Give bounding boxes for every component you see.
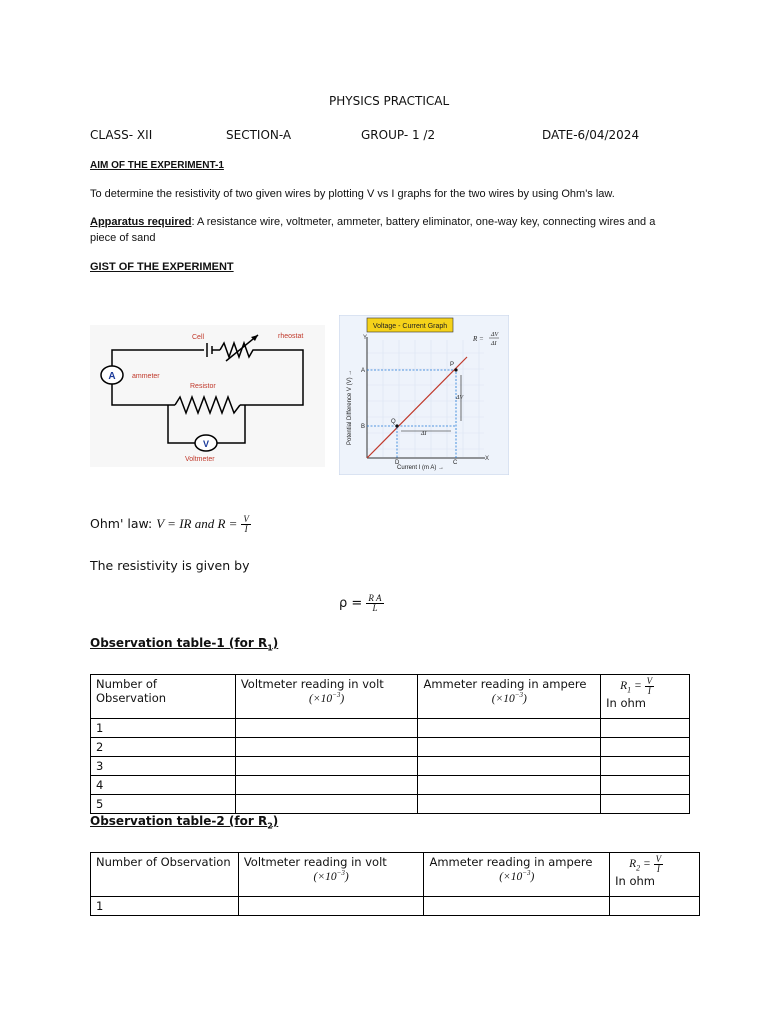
table2-r-den: I bbox=[656, 864, 660, 874]
table-row bbox=[91, 897, 700, 916]
voltmeter-label: Voltmeter bbox=[185, 456, 215, 463]
table1-header-row bbox=[91, 675, 690, 719]
table2-caption-sub: 2 bbox=[267, 821, 273, 831]
table2-row-number: 1 bbox=[91, 897, 239, 916]
table2-voltmeter-unit-base: (×10 bbox=[313, 870, 337, 883]
table1-cell-voltmeter[interactable] bbox=[235, 757, 418, 776]
point-b-label: B bbox=[361, 424, 366, 430]
table1-header-ammeter bbox=[418, 675, 601, 719]
point-p-marker bbox=[454, 368, 457, 371]
table1-caption bbox=[90, 636, 278, 652]
table2-voltmeter-label: Voltmeter reading in volt bbox=[243, 855, 387, 869]
voltage-current-graph bbox=[339, 315, 509, 475]
table1-ammeter-unit bbox=[423, 691, 595, 705]
table2-voltmeter-unit-close: ) bbox=[344, 870, 349, 883]
table1-cell-ammeter[interactable] bbox=[418, 719, 601, 738]
table2-ammeter-unit-exp: −3 bbox=[522, 869, 531, 877]
table2-ammeter-unit-close: ) bbox=[530, 870, 535, 883]
graph-formula-num: ΔV bbox=[491, 332, 499, 338]
table1-cell-resistance[interactable] bbox=[601, 719, 690, 738]
ohms-law-equation: V = IR and R = bbox=[156, 516, 238, 531]
resistivity-formula bbox=[339, 594, 384, 613]
ohms-law-label: Ohm' law: bbox=[90, 516, 153, 531]
cell-label: Cell bbox=[192, 334, 205, 341]
resistor-label: Resistor bbox=[190, 383, 216, 390]
apparatus-text-1: : A resistance wire, voltmeter, ammeter, battery eliminator, one-way key, connecting wires and a bbox=[191, 216, 656, 228]
table2-ammeter-unit-base: (×10 bbox=[499, 870, 523, 883]
observation-table-2 bbox=[90, 852, 700, 916]
delta-v-label: ΔV bbox=[456, 395, 464, 401]
table1-row-number: 4 bbox=[91, 776, 236, 795]
graph-x-label: Current I (m A) → bbox=[397, 465, 445, 471]
table2-voltmeter-unit bbox=[244, 869, 419, 883]
section-label: SECTION-A bbox=[226, 128, 292, 142]
table2-header-row bbox=[91, 853, 700, 897]
circuit-diagram bbox=[90, 325, 325, 467]
table1-ammeter-unit-base: (×10 bbox=[491, 692, 515, 705]
table2-r-fraction bbox=[654, 855, 664, 874]
observation-table-1 bbox=[90, 674, 690, 814]
table2-header-ammeter bbox=[424, 853, 610, 897]
table1-ammeter-unit-close: ) bbox=[523, 692, 527, 705]
table1-r-formula bbox=[606, 677, 684, 696]
table1-caption-sub: 1 bbox=[267, 643, 273, 653]
resistivity-num: R A bbox=[368, 593, 382, 603]
table1-voltmeter-label: Voltmeter reading in volt bbox=[240, 677, 384, 691]
table2-cell-resistance[interactable] bbox=[610, 897, 700, 916]
page-title: PHYSICS PRACTICAL bbox=[329, 94, 450, 108]
table1-ammeter-unit-exp: −3 bbox=[514, 691, 524, 699]
graph-x-letter: X bbox=[485, 456, 490, 462]
table1-cell-ammeter[interactable] bbox=[418, 738, 601, 757]
table2-r-sub: 2 bbox=[636, 863, 641, 873]
aim-text: To determine the resistivity of two given wires by plotting V vs I graphs for the two wires by using Ohm's law. bbox=[90, 188, 615, 200]
table1-row-number: 2 bbox=[91, 738, 236, 757]
table1-r-num: V bbox=[646, 676, 653, 686]
table1-r-fraction bbox=[645, 677, 655, 696]
resistivity-text: The resistivity is given by bbox=[90, 558, 250, 573]
apparatus-label: Apparatus required bbox=[90, 216, 192, 228]
point-a-label: A bbox=[361, 368, 366, 374]
table2-voltmeter-unit-exp: −3 bbox=[336, 869, 345, 877]
table1-header-resistance bbox=[601, 675, 690, 719]
table1-cell-resistance[interactable] bbox=[601, 776, 690, 795]
voltmeter-letter: V bbox=[202, 439, 210, 449]
table1-row-number: 5 bbox=[91, 795, 236, 814]
ohms-law-num: V bbox=[243, 514, 249, 524]
table1-cell-resistance[interactable] bbox=[601, 795, 690, 814]
apparatus-line-2: piece of sand bbox=[90, 232, 156, 244]
table1-header-voltmeter bbox=[235, 675, 418, 719]
aim-heading: AIM OF THE EXPERIMENT-1 bbox=[90, 160, 224, 171]
resistivity-symbol: ρ = bbox=[339, 596, 363, 611]
resistivity-fraction bbox=[366, 594, 383, 613]
resistivity-den: L bbox=[372, 603, 378, 613]
ammeter-letter: A bbox=[108, 371, 116, 382]
gist-heading: GIST OF THE EXPERIMENT bbox=[90, 261, 234, 273]
table1-cell-resistance[interactable] bbox=[601, 738, 690, 757]
graph-formula-r: R = bbox=[473, 335, 484, 343]
table1-row-number: 1 bbox=[91, 719, 236, 738]
point-q-marker bbox=[395, 424, 398, 427]
table1-voltmeter-unit-base: (×10 bbox=[309, 692, 333, 705]
point-d-label: D bbox=[395, 460, 400, 466]
graph-title: Voltage - Current Graph bbox=[372, 323, 448, 330]
point-q-label: Q bbox=[391, 419, 396, 425]
point-p-label: P bbox=[450, 362, 455, 368]
table2-r-num: V bbox=[655, 854, 662, 864]
ammeter-label: ammeter bbox=[132, 373, 160, 380]
table2-caption bbox=[90, 814, 278, 830]
rheostat-label: rheostat bbox=[278, 333, 304, 340]
table2-cell-ammeter[interactable] bbox=[424, 897, 610, 916]
graph-y-label: Potential Difference V (V) → bbox=[347, 369, 353, 445]
table2-cell-voltmeter[interactable] bbox=[238, 897, 424, 916]
table1-voltmeter-unit bbox=[241, 691, 413, 705]
table2-r-eq: = bbox=[640, 858, 651, 871]
table1-r-eq: = bbox=[631, 680, 642, 693]
table1-cell-voltmeter[interactable] bbox=[235, 719, 418, 738]
table1-cell-voltmeter[interactable] bbox=[235, 776, 418, 795]
table2-r-unit: In ohm bbox=[615, 874, 655, 888]
table1-r-sub: 1 bbox=[627, 685, 632, 695]
point-c-label: C bbox=[453, 460, 458, 466]
ohms-law-den: I bbox=[244, 524, 248, 534]
table2-ammeter-label: Ammeter reading in ampere bbox=[429, 855, 593, 869]
table1-cell-voltmeter[interactable] bbox=[235, 795, 418, 814]
table1-r-den: I bbox=[647, 686, 651, 696]
table2-ammeter-unit bbox=[429, 869, 604, 883]
table1-caption-end: ) bbox=[272, 636, 279, 650]
group-label: GROUP- 1 /2 bbox=[361, 128, 436, 142]
table1-header-observation: Number of Observation bbox=[91, 675, 236, 719]
graph-y-letter: Y bbox=[363, 335, 368, 341]
table-row bbox=[91, 795, 690, 814]
table1-cell-ammeter[interactable] bbox=[418, 795, 601, 814]
table-row bbox=[91, 738, 690, 757]
table2-header-resistance bbox=[610, 853, 700, 897]
table1-cell-ammeter[interactable] bbox=[418, 757, 601, 776]
table2-caption-end: ) bbox=[272, 814, 279, 828]
table-row bbox=[91, 757, 690, 776]
delta-i-label: ΔI bbox=[421, 431, 427, 437]
table1-r-unit: In ohm bbox=[606, 696, 646, 710]
table2-r-formula bbox=[615, 855, 694, 874]
table2-r-symbol: R bbox=[629, 858, 637, 871]
table2-header-voltmeter bbox=[238, 853, 424, 897]
table1-voltmeter-unit-close: ) bbox=[340, 692, 345, 705]
table1-row-number: 3 bbox=[91, 757, 236, 776]
table1-caption-text: Observation table-1 (for R bbox=[90, 636, 268, 650]
graph-formula-den: ΔI bbox=[491, 341, 497, 347]
table2-caption-text: Observation table-2 (for R bbox=[90, 814, 268, 828]
table1-cell-voltmeter[interactable] bbox=[235, 738, 418, 757]
class-label: CLASS- XII bbox=[90, 128, 153, 142]
table1-voltmeter-unit-exp: −3 bbox=[332, 691, 341, 699]
table2-header-observation: Number of Observation bbox=[91, 853, 239, 897]
table-row bbox=[91, 776, 690, 795]
apparatus-line-1 bbox=[90, 216, 655, 228]
date-label: DATE-6/04/2024 bbox=[542, 128, 640, 142]
table1-cell-ammeter[interactable] bbox=[418, 776, 601, 795]
table-row bbox=[91, 719, 690, 738]
table1-r-symbol: R bbox=[620, 680, 628, 693]
table1-ammeter-label: Ammeter reading in ampere bbox=[423, 677, 587, 691]
table1-cell-resistance[interactable] bbox=[601, 757, 690, 776]
ohms-law-line bbox=[90, 515, 251, 534]
ohms-law-fraction bbox=[241, 515, 251, 534]
